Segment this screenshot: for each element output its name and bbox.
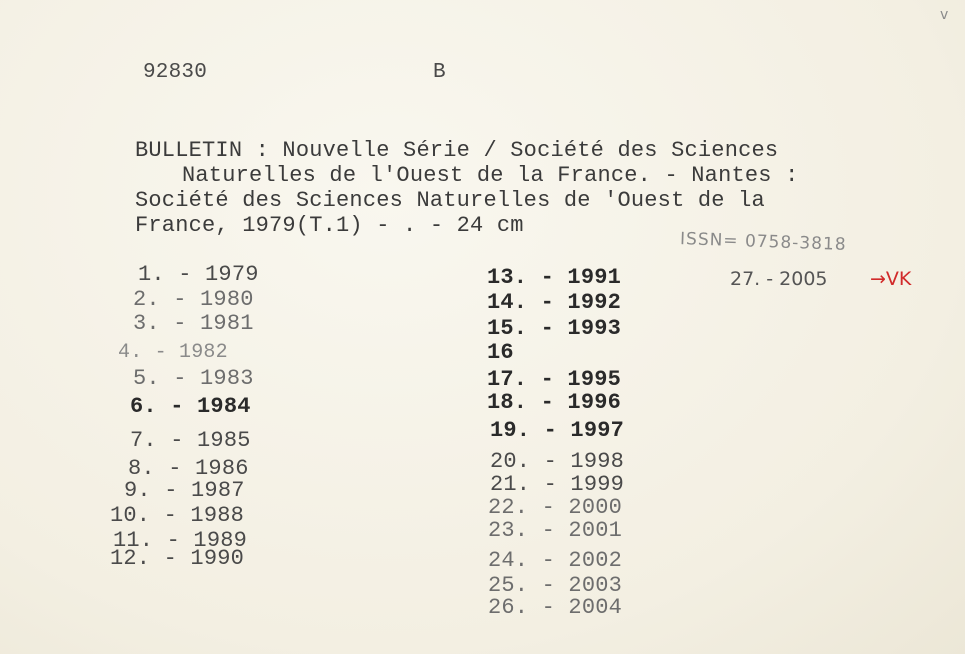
volume-entry: 18. - 1996 <box>487 390 622 415</box>
card-number: 92830 <box>143 61 208 84</box>
volume-entry: 19. - 1997 <box>490 418 625 443</box>
title-line-2: Naturelles de l'Ouest de la France. - Nantes : <box>182 163 799 188</box>
volume-entry: 14. - 1992 <box>487 290 622 315</box>
volume-entry: 21. - 1999 <box>490 472 625 497</box>
volume-entry: 2. - 1980 <box>133 287 254 312</box>
card-letter: B <box>433 61 446 84</box>
volume-entry: 16 <box>487 340 514 365</box>
volume-entry: 9. - 1987 <box>124 478 245 503</box>
volume-entry: 1. - 1979 <box>138 262 259 287</box>
volume-entry: 24. - 2002 <box>488 548 623 573</box>
check-mark: v <box>940 7 949 23</box>
issn-note: ISSN= 0758-3818 <box>679 229 847 255</box>
volume-entry: 23. - 2001 <box>488 518 623 543</box>
volume-entry: 6. - 1984 <box>130 394 251 419</box>
volume-entry: 15. - 1993 <box>487 316 622 341</box>
title-line-3: Société des Sciences Naturelles de 'Ouest de la <box>135 188 765 213</box>
title-line-4: France, 1979(T.1) - . - 24 cm <box>135 213 524 238</box>
latest-volume-arrow: →VK <box>870 268 912 290</box>
volume-entry: 3. - 1981 <box>133 311 254 336</box>
volume-entry: 11. - 1989 <box>113 528 248 553</box>
volume-entry: 17. - 1995 <box>487 367 622 392</box>
volume-entry: 4. - 1982 <box>118 341 228 364</box>
volume-entry: 5. - 1983 <box>133 366 254 391</box>
volume-entry: 25. - 2003 <box>488 573 623 598</box>
volume-entry: 22. - 2000 <box>488 495 623 520</box>
volume-entry: 8. - 1986 <box>128 456 249 481</box>
volume-entry: 7. - 1985 <box>130 428 251 453</box>
title-line-1: BULLETIN : Nouvelle Série / Société des Sciences <box>135 138 779 163</box>
volume-entry: 13. - 1991 <box>487 265 622 290</box>
volume-entry: 10. - 1988 <box>110 503 245 528</box>
volume-entry: 26. - 2004 <box>488 595 623 620</box>
latest-volume-note: 27. - 2005 <box>730 268 828 290</box>
volume-entry: 12. - 1990 <box>110 546 245 571</box>
volume-entry: 20. - 1998 <box>490 449 625 474</box>
